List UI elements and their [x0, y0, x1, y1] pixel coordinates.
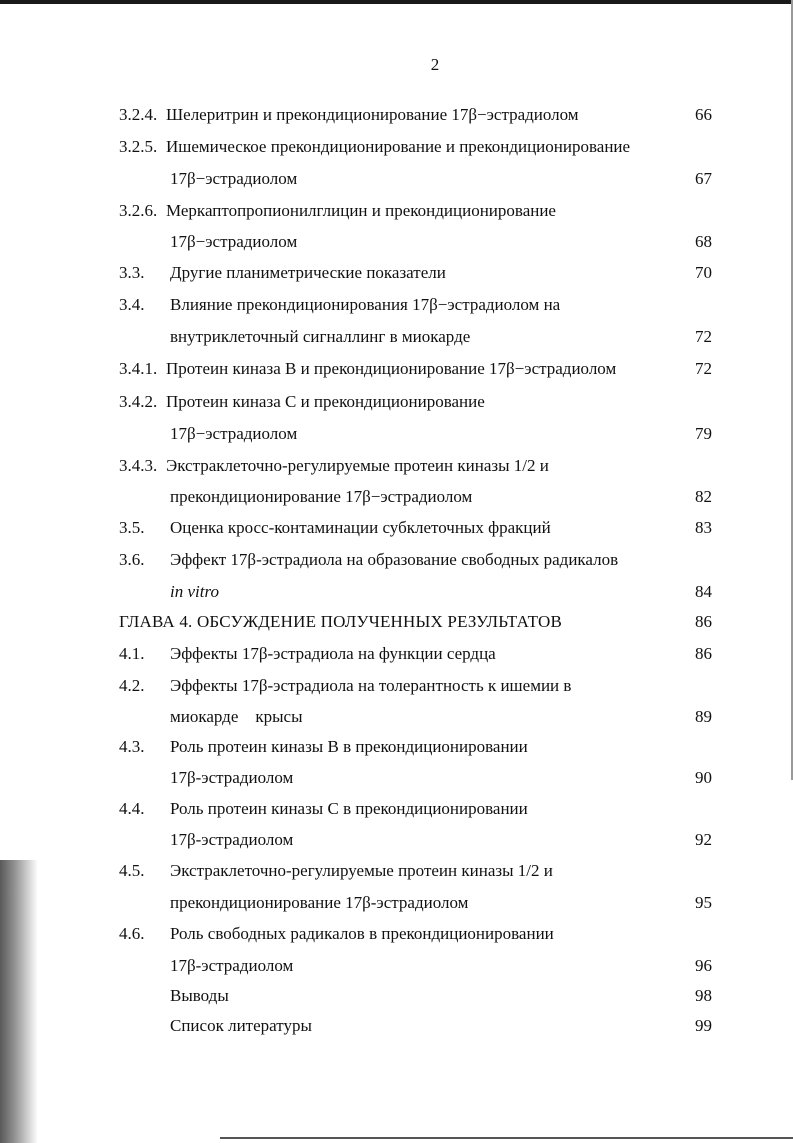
page-number: 2 [430, 55, 440, 74]
toc-entry-page: 92 [695, 830, 712, 849]
toc-entry [0, 261, 793, 285]
toc-entry-title: Роль протеин киназы С в прекондиционировании [170, 799, 528, 818]
toc-entry-continuation [0, 705, 793, 729]
toc-entry-title: Список литературы [170, 1016, 312, 1035]
toc-entry-page: 72 [695, 327, 712, 346]
toc-entry-number: 3.4.3. [119, 456, 158, 475]
toc-entry-page: 67 [695, 169, 712, 188]
toc-entry-page: 66 [695, 105, 712, 124]
toc-entry-page: 72 [695, 359, 712, 378]
toc-entry-title-cont: in vitro [170, 582, 219, 601]
toc-entry-page: 89 [695, 707, 712, 726]
toc-entry-title-cont: 17β-эстрадиолом [170, 830, 294, 849]
toc-chapter-heading [0, 610, 793, 634]
toc-entry-page: 96 [695, 956, 712, 975]
toc-entry-title: Роль свободных радикалов в прекондиционировании [170, 924, 554, 943]
toc-entry [0, 103, 793, 127]
toc-entry-page: 86 [695, 644, 712, 663]
toc-entry-page: 86 [695, 612, 712, 631]
toc-entry-number: 3.4.1. [119, 359, 158, 378]
toc-entry-number: 3.3. [119, 263, 145, 282]
toc-entry-page: 95 [695, 893, 712, 912]
toc-entry [0, 859, 793, 883]
toc-entry [0, 674, 793, 698]
toc-entry-title: Эффект 17β-эстрадиола на образование свободных радикалов [170, 550, 619, 569]
toc-entry-continuation [0, 422, 793, 446]
scan-border-top [0, 0, 793, 4]
toc-entry-number: 3.2.4. [119, 105, 158, 124]
toc-entry [0, 984, 793, 1008]
toc-entry [0, 1014, 793, 1038]
toc-entry-page: 84 [695, 582, 712, 601]
toc-entry [0, 922, 793, 946]
toc-entry-continuation [0, 230, 793, 254]
toc-entry-page: 98 [695, 986, 712, 1005]
scan-border-bottom [220, 1137, 793, 1139]
toc-entry-title: Выводы [170, 986, 229, 1005]
toc-entry-title-cont: внутриклеточный сигналлинг в миокарде [170, 327, 471, 346]
toc-entry-number: 4.4. [119, 799, 145, 818]
toc-entry-title: Протеин киназа В и прекондиционирование 17β−эстрадиолом [166, 359, 617, 378]
toc-entry-title: Экстраклеточно-регулируемые протеин киназы 1/2 и [166, 456, 549, 475]
toc-entry-page: 82 [695, 487, 712, 506]
toc-entry-page: 99 [695, 1016, 712, 1035]
toc-entry-number: 3.4. [119, 295, 145, 314]
toc-entry-title: Влияние прекондиционирования 17β−эстрадиолом на [170, 295, 561, 314]
toc-entry-title-cont: миокарде крысы [170, 707, 303, 726]
toc-entry-title: Меркаптопропионилглицин и прекондиционирование [166, 201, 556, 220]
toc-entry [0, 516, 793, 540]
toc-entry [0, 454, 793, 478]
toc-entry-continuation [0, 325, 793, 349]
toc-entry-continuation [0, 167, 793, 191]
toc-entry-continuation [0, 954, 793, 978]
toc-entry [0, 548, 793, 572]
toc-entry [0, 199, 793, 223]
toc-entry [0, 135, 793, 159]
chapter-title: ГЛАВА 4. ОБСУЖДЕНИЕ ПОЛУЧЕННЫХ РЕЗУЛЬТАТОВ [119, 612, 563, 631]
toc-entry-page: 70 [695, 263, 712, 282]
toc-entry-number: 3.2.5. [119, 137, 158, 156]
toc-entry-title: Другие планиметрические показатели [170, 263, 446, 282]
toc-entry-title: Экстраклеточно-регулируемые протеин киназы 1/2 и [170, 861, 553, 880]
toc-entry [0, 735, 793, 759]
toc-entry-continuation [0, 891, 793, 915]
toc-entry-number: 3.4.2. [119, 392, 158, 411]
toc-entry [0, 390, 793, 414]
toc-entry-title: Эффекты 17β-эстрадиола на толерантность к ишемии в [170, 676, 572, 695]
toc-entry-title-cont: 17β−эстрадиолом [170, 424, 298, 443]
toc-entry-title: Роль протеин киназы В в прекондиционировании [170, 737, 528, 756]
toc-entry-continuation [0, 580, 793, 604]
toc-entry [0, 293, 793, 317]
toc-entry-continuation [0, 766, 793, 790]
toc-entry-title: Протеин киназа С и прекондиционирование [166, 392, 485, 411]
toc-entry-number: 3.2.6. [119, 201, 158, 220]
toc-entry-title-cont: прекондиционирование 17β-эстрадиолом [170, 893, 469, 912]
toc-entry-continuation [0, 828, 793, 852]
toc-entry-title-cont: 17β−эстрадиолом [170, 169, 298, 188]
toc-entry [0, 357, 793, 381]
toc-entry-number: 4.5. [119, 861, 145, 880]
toc-entry-number: 4.3. [119, 737, 145, 756]
toc-entry-number: 3.6. [119, 550, 145, 569]
toc-entry-number: 4.6. [119, 924, 145, 943]
toc-entry-title-cont: прекондиционирование 17β−эстрадиолом [170, 487, 473, 506]
toc-entry-title-cont: 17β−эстрадиолом [170, 232, 298, 251]
toc-entry-page: 79 [695, 424, 712, 443]
toc-entry-number: 4.1. [119, 644, 145, 663]
toc-entry-title: Эффекты 17β-эстрадиола на функции сердца [170, 644, 496, 663]
toc-entry [0, 642, 793, 666]
toc-entry-number: 3.5. [119, 518, 145, 537]
toc-entry-number: 4.2. [119, 676, 145, 695]
toc-entry-page: 68 [695, 232, 712, 251]
toc-entry-page: 83 [695, 518, 712, 537]
toc-entry-title: Оценка кросс-контаминации субклеточных фракций [170, 518, 551, 537]
toc-entry-title: Шелеритрин и прекондиционирование 17β−эстрадиолом [166, 105, 579, 124]
toc-entry [0, 797, 793, 821]
toc-entry-title: Ишемическое прекондиционирование и прекондиционирование [166, 137, 631, 156]
toc-entry-page: 90 [695, 768, 712, 787]
toc-entry-title-cont: 17β-эстрадиолом [170, 768, 294, 787]
toc-entry-title-cont: 17β-эстрадиолом [170, 956, 294, 975]
toc-entry-continuation [0, 485, 793, 509]
